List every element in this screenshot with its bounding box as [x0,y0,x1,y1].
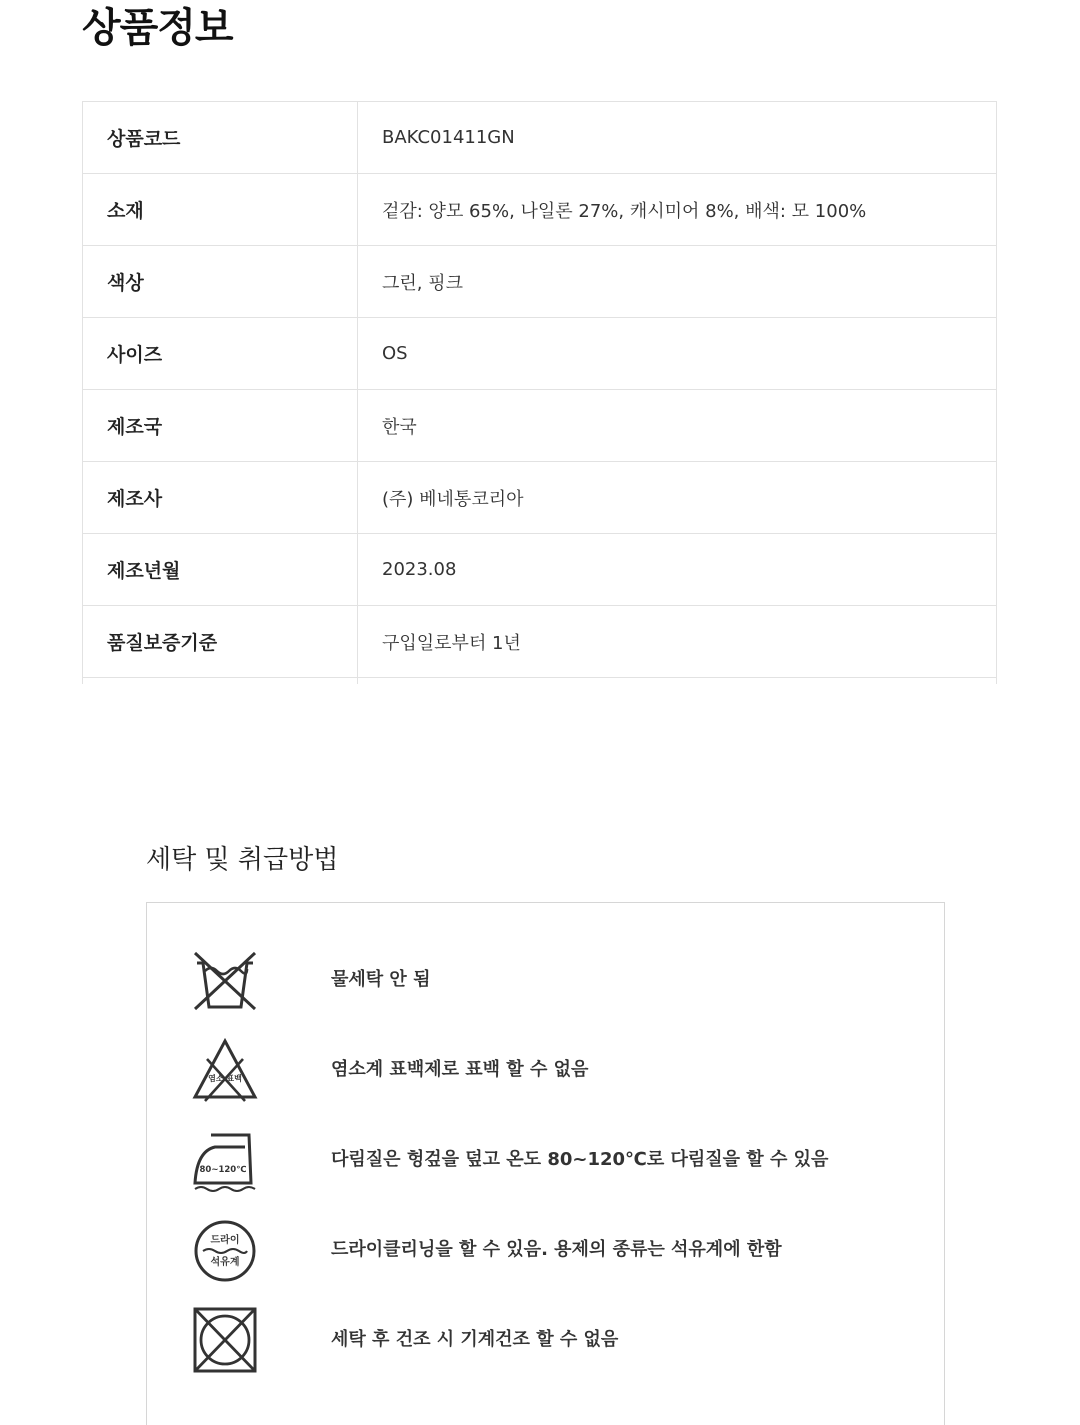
row-value-material: 겉감: 양모 65%, 나일론 27%, 캐시미어 8%, 배색: 모 100% [358,174,997,246]
row-label-product-code: 상품코드 [83,102,358,174]
care-text-iron: 다림질은 헝겊을 덮고 온도 80~120℃로 다림질을 할 수 있음 [331,1149,829,1170]
row-label-material: 소재 [83,174,358,246]
no-bleach-icon-label: 염소 표백 [208,1074,242,1083]
dry-clean-icon [189,1215,261,1285]
row-label-manufacture-date: 제조년월 [83,534,358,606]
table-row-tail [83,678,997,684]
table-row [83,174,997,246]
row-value-size: OS [358,318,997,390]
row-label-color: 색상 [83,246,358,318]
care-item-iron [189,1125,889,1195]
table-row [83,534,997,606]
row-label-manufacturer: 제조사 [83,462,358,534]
care-text-no-wash: 물세탁 안 됨 [331,969,431,990]
care-item-no-tumble-dry [189,1305,889,1375]
table-row [83,246,997,318]
no-wash-icon [189,945,261,1015]
dry-clean-icon-label-top: 드라이 [210,1235,240,1246]
row-value-manufacturer: (주) 베네통코리아 [358,462,997,534]
table-row [83,390,997,462]
care-text-no-tumble-dry: 세탁 후 건조 시 기계건조 할 수 없음 [331,1329,619,1350]
row-value-manufacture-date: 2023.08 [358,534,997,606]
care-text-dry-clean: 드라이클리닝을 할 수 있음. 용제의 종류는 석유계에 한함 [331,1239,782,1260]
page-title: 상품정보 [82,5,233,51]
iron-icon-label: 80~120℃ [199,1165,247,1175]
row-value-warranty: 구입일로부터 1년 [358,606,997,678]
care-item-no-wash [189,945,889,1015]
care-text-no-bleach: 염소계 표백제로 표백 할 수 없음 [331,1059,589,1080]
dry-clean-icon-label-bottom: 석유계 [210,1257,240,1268]
care-item-no-bleach [189,1035,889,1105]
no-bleach-icon [189,1035,261,1105]
care-item-dry-clean [189,1215,889,1285]
care-instructions-box [146,902,945,1425]
row-value-color: 그린, 핑크 [358,246,997,318]
row-label-country: 제조국 [83,390,358,462]
table-row [83,318,997,390]
row-label-size: 사이즈 [83,318,358,390]
product-info-table [82,101,997,684]
iron-icon [189,1125,261,1195]
care-section-title: 세탁 및 취급방법 [146,845,339,875]
table-row [83,462,997,534]
table-row [83,606,997,678]
row-value-country: 한국 [358,390,997,462]
no-tumble-dry-icon [189,1305,261,1375]
row-label-warranty: 품질보증기준 [83,606,358,678]
table-row [83,102,997,174]
row-value-product-code: BAKC01411GN [358,102,997,174]
